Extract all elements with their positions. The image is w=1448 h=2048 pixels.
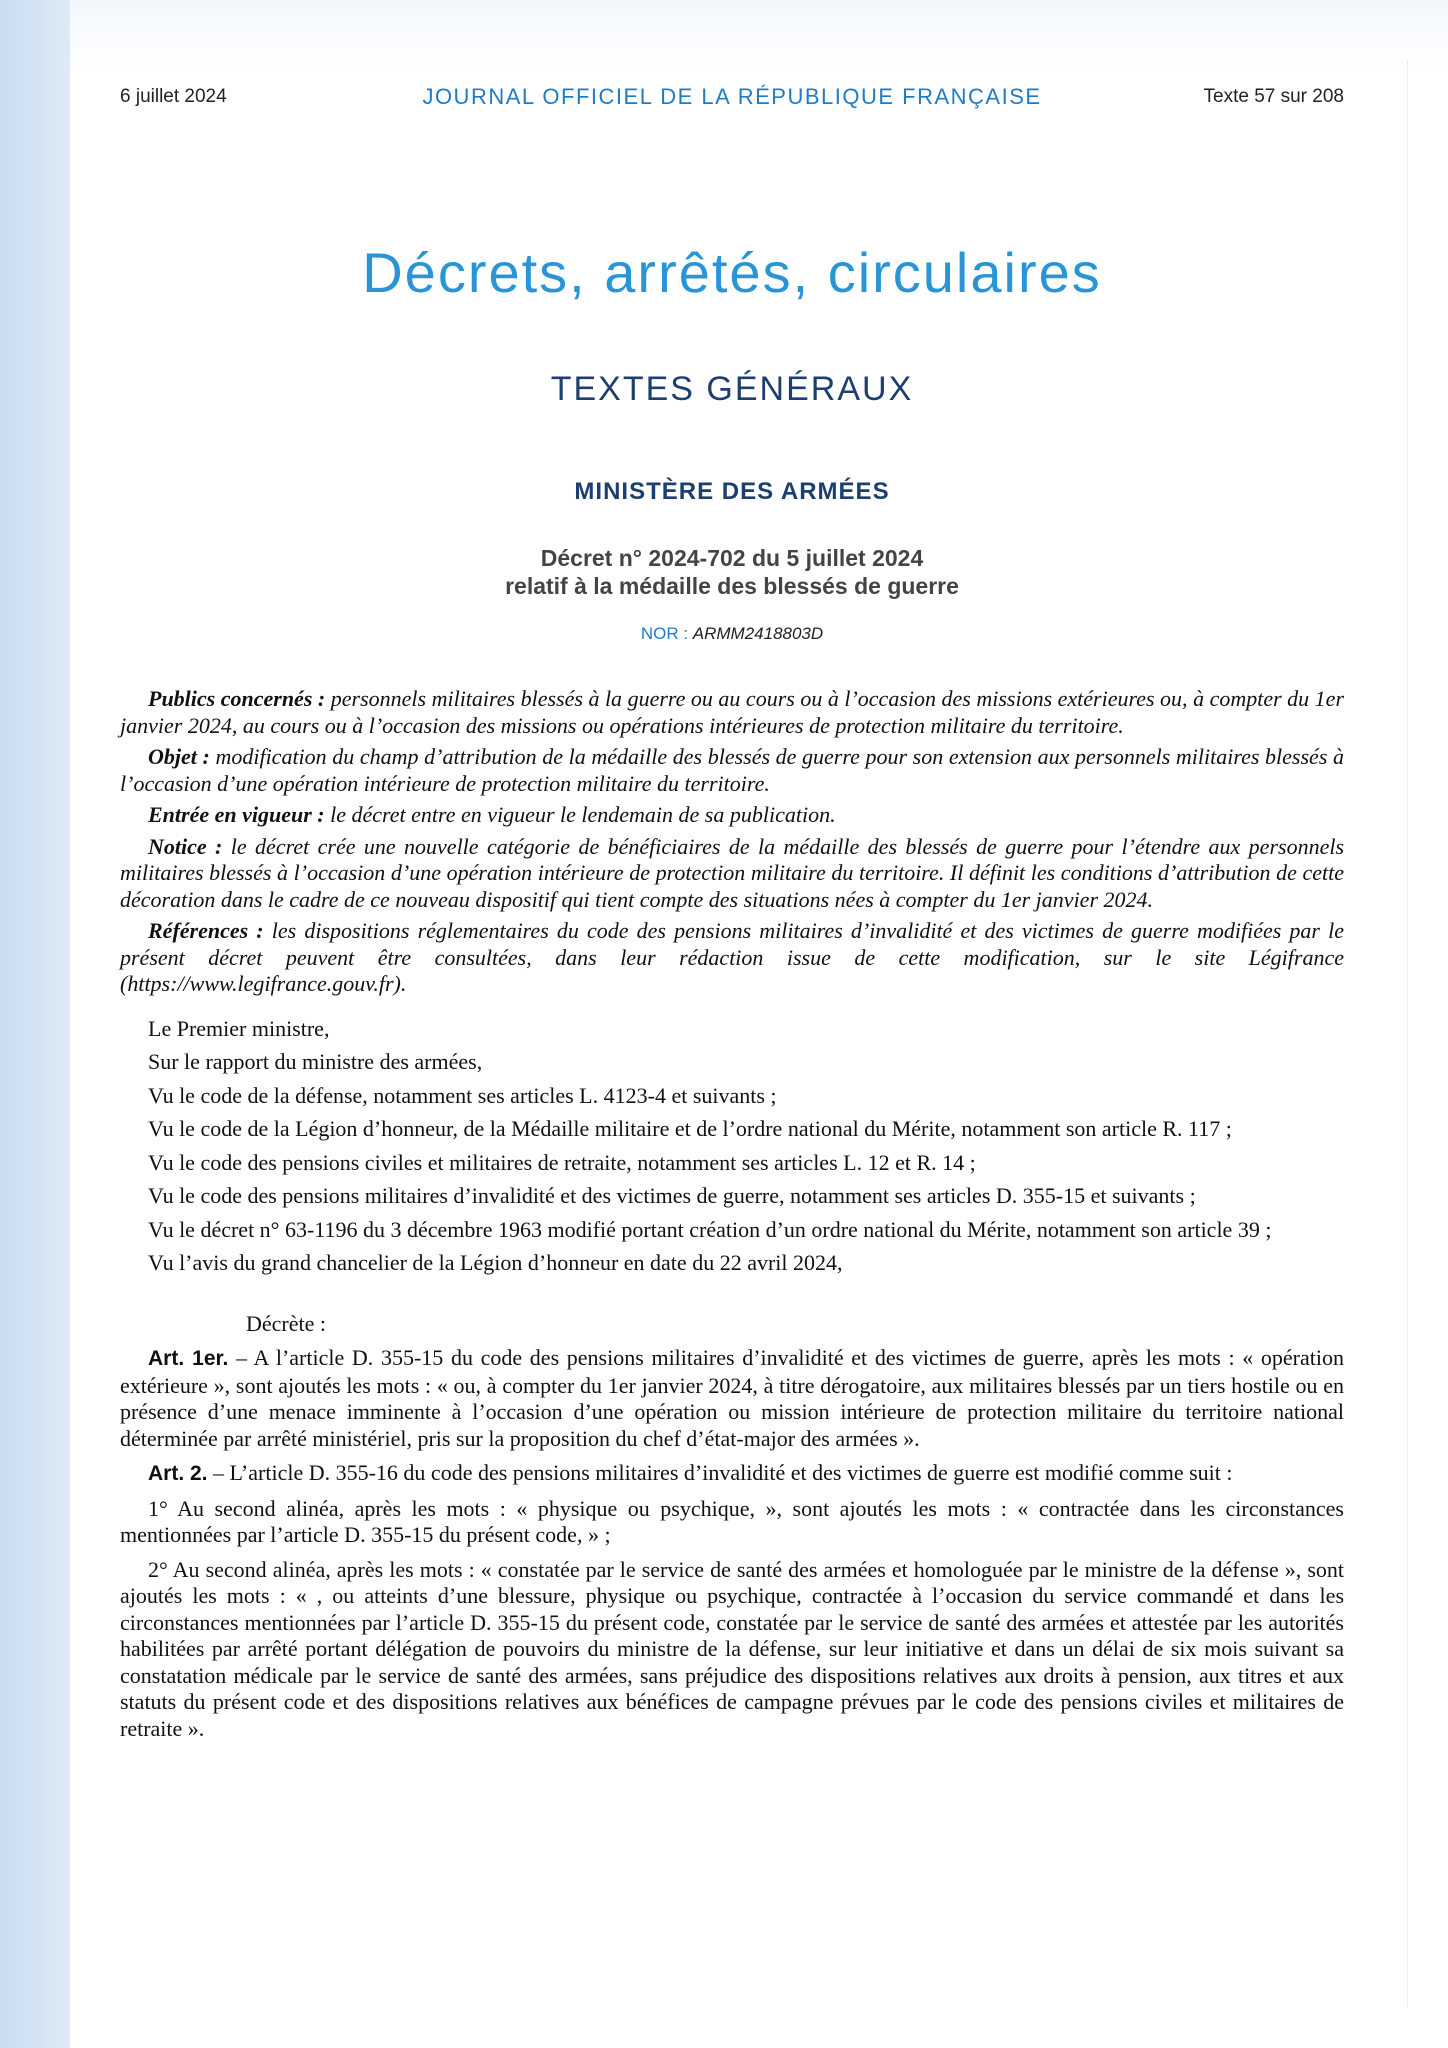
preamble-line: Le Premier ministre, bbox=[148, 1015, 330, 1041]
header-date: 6 juillet 2024 bbox=[120, 86, 227, 107]
summary-text: modification du champ d’attribution de la médaille des blessés de guerre pour son extension aux personnels militaires blessés à l’occasion d’une opération intérieure de protection militaire du territoire. bbox=[120, 744, 1344, 796]
article-paragraph bbox=[120, 1345, 1344, 1452]
article-label: Art. 1er. bbox=[148, 1347, 229, 1370]
decree-title-line-2: relatif à la médaille des blessés de guerre bbox=[505, 573, 959, 599]
decree-title-line-1: Décret n° 2024-702 du 5 juillet 2024 bbox=[540, 545, 924, 571]
ministry-name: MINISTÈRE DES ARMÉES bbox=[574, 478, 890, 505]
nor-label: NOR : bbox=[640, 624, 693, 643]
preamble-line: Vu l’avis du grand chancelier de la Légion d’honneur en date du 22 avril 2024, bbox=[148, 1250, 843, 1275]
decrete-heading: Décrète : bbox=[246, 1310, 326, 1336]
article-text: – A l’article D. 355-15 du code des pensions militaires d’invalidité et des victimes de guerre, après les mots : « opération extérieure », sont ajoutés les mots : « ou, à compter du 1er janvier 2024, à titre dérogatoire, aux militaires blessés par un tiers hostile ou en présence d’une menace imminente à l’occasion d’une opération ou mission intérieure de protection militaire du territoire national déterminée par arrêté ministériel, pris sur la proposition du chef d’état-major des armées ». bbox=[120, 1345, 1344, 1451]
preamble-line: Vu le code de la défense, notamment ses articles L. 4123-4 et suivants ; bbox=[148, 1082, 777, 1108]
summary-paragraph bbox=[120, 744, 1344, 797]
page-edge bbox=[1407, 60, 1408, 2008]
preamble-line: Sur le rapport du ministre des armées, bbox=[148, 1049, 483, 1074]
article-text: – L’article D. 355-16 du code des pensions militaires d’invalidité et des victimes de guerre est modifié comme suit : bbox=[207, 1460, 1233, 1485]
summary-text: les dispositions réglementaires du code des pensions militaires d’invalidité et des victimes de guerre modifiées par le présent décret peuvent être consultées, dans leur rédaction issue de cette modification, sur le site Légifrance (https://www.legifrance.gouv.fr). bbox=[120, 918, 1344, 996]
header-journal-title: JOURNAL OFFICIEL DE LA RÉPUBLIQUE FRANÇAISE bbox=[422, 84, 1042, 109]
summary-paragraph bbox=[120, 686, 1344, 739]
summary-paragraph bbox=[120, 802, 1344, 829]
top-margin-band bbox=[70, 0, 1448, 70]
summary-label: Entrée en vigueur : bbox=[148, 802, 325, 827]
summary-label: Objet : bbox=[148, 744, 210, 769]
running-header bbox=[120, 86, 1344, 116]
preamble-line: Vu le décret n° 63-1196 du 3 décembre 1963 modifié portant création d’un ordre national du Mérite, notamment son article 39 ; bbox=[148, 1216, 1272, 1242]
preamble-line: Vu le code des pensions civiles et militaires de retraite, notamment ses articles L. 12 et R. 14 ; bbox=[148, 1149, 976, 1175]
preamble-line: Vu le code de la Légion d’honneur, de la Médaille militaire et de l’ordre national du Mérite, notamment son article R. 117 ; bbox=[148, 1116, 1232, 1141]
document-body bbox=[120, 686, 1344, 1750]
summary-text: le décret entre en vigueur le lendemain de sa publication. bbox=[324, 802, 836, 827]
nor-reference bbox=[120, 624, 1344, 644]
section-title: Décrets, arrêtés, circulaires bbox=[362, 241, 1102, 304]
article-item: 2° Au second alinéa, après les mots : « constatée par le service de santé des armées et homologuée par le ministre de la défense », sont ajoutés les mots : « , ou atteints d’une blessure, physique ou psychique, contractée à l’occasion du service commandé et dans les circonstances mentionnées par l’article D. 355-15 du présent code, constatée par le service de santé des armées et attestée par les autorités habilitées par arrêté portant délégation de pouvoirs du ministre de la défense, sur leur initiative et dans un délai de six mois suivant sa constatation médicale par le service de santé des armées, sans préjudice des dispositions relatives aux droits à pension, aux titres et aux statuts du présent code et des dispositions relatives aux bénéfices de campagne prévues par le code des pensions civiles et militaires de retraite ». bbox=[120, 1556, 1344, 1741]
summary-label: Références : bbox=[148, 918, 264, 943]
summary-text: le décret crée une nouvelle catégorie de bénéficiaires de la médaille des blessés de guerre pour l’étendre aux personnels militaires blessés à l’occasion d’une opération intérieure de protection militaire du territoire. Il définit les conditions d’attribution de cette décoration dans le cadre de ce nouveau dispositif qui tient compte des situations nées à compter du 1er janvier 2024. bbox=[120, 833, 1345, 912]
left-margin-band bbox=[0, 0, 70, 2048]
summary-paragraph bbox=[120, 834, 1344, 914]
summary-paragraph bbox=[120, 918, 1344, 998]
article-label: Art. 2. bbox=[148, 1462, 208, 1485]
subsection-title: TEXTES GÉNÉRAUX bbox=[550, 370, 914, 408]
summary-label: Publics concernés : bbox=[148, 686, 326, 711]
summary-label: Notice : bbox=[148, 833, 223, 859]
decree-title bbox=[120, 544, 1344, 600]
nor-value: ARMM2418803D bbox=[692, 624, 824, 643]
article-paragraph bbox=[120, 1460, 1344, 1488]
header-text-number: Texte 57 sur 208 bbox=[1203, 86, 1344, 107]
article-item: 1° Au second alinéa, après les mots : « physique ou psychique, », sont ajoutés les mots : « contractée dans les circonstances mentionnées par l’article D. 355-15 du présent code, » ; bbox=[120, 1495, 1344, 1547]
preamble-line: Vu le code des pensions militaires d’invalidité et des victimes de guerre, notamment ses articles D. 355-15 et suivants ; bbox=[148, 1183, 1196, 1208]
summary-block bbox=[120, 686, 1344, 998]
summary-text: personnels militaires blessés à la guerre ou au cours ou à l’occasion des missions extérieures ou, à compter du 1er janvier 2024, au cours ou à l’occasion des missions ou opérations intérieures de protection militaire du territoire. bbox=[120, 686, 1345, 738]
preamble-block bbox=[120, 1016, 1344, 1277]
articles-block bbox=[120, 1345, 1344, 1742]
